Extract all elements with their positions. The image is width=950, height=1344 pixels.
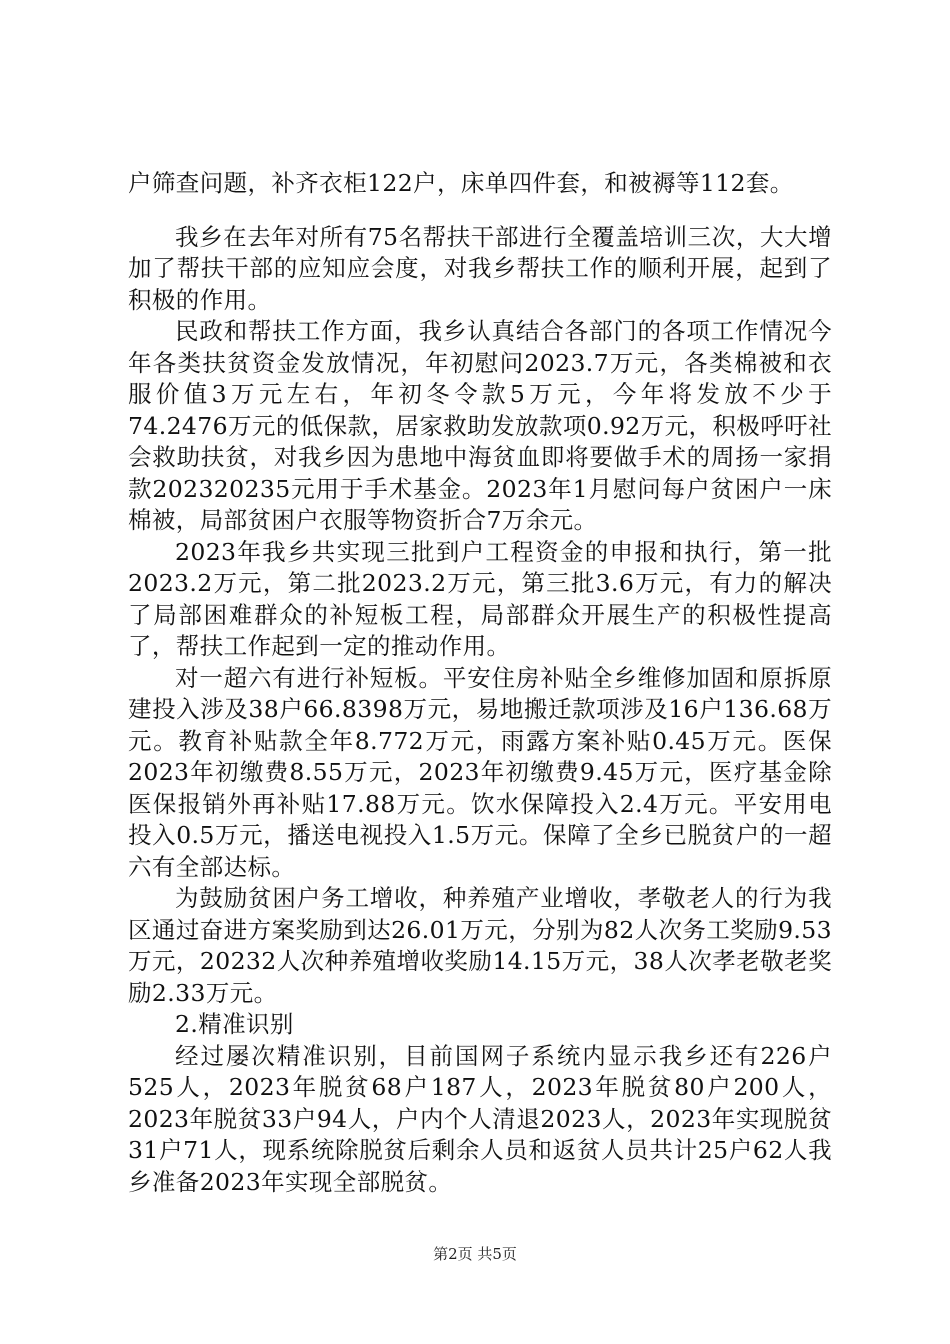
- paragraph-training: 我乡在去年对所有75名帮扶干部进行全覆盖培训三次，大大增加了帮扶干部的应知应会度，对我乡帮扶工作的顺利开展，起到了积极的作用。: [128, 222, 832, 314]
- paragraph-identification: 经过屡次精准识别，目前国网子系统内显示我乡还有226户525人，2023年脱贫68户187人，2023年脱贫80户200人，2023年脱贫33户94人，户内个人清退2023人，2023年实现脱贫31户71人，现系统除脱贫后剩余人员和返贫人员共计25户62人我乡准备2023年实现全部脱贫。: [128, 1041, 832, 1196]
- paragraph-project-funds: 2023年我乡共实现三批到户工程资金的申报和执行，第一批2023.2万元，第二批2023.2万元，第三批3.6万元，有力的解决了局部困难群众的补短板工程，局部群众开展生产的积极性提高了，帮扶工作起到一定的推动作用。: [128, 537, 832, 660]
- document-body: [128, 168, 832, 1198]
- paragraph-incentives: 为鼓励贫困户务工增收，种养殖产业增收，孝敬老人的行为我区通过奋进方案奖励到达26.01万元，分别为82人次务工奖励9.53万元，20232人次种养殖增收奖励14.15万元，38人次孝老敬老奖励2.33万元。: [128, 884, 832, 1007]
- paragraph-shortboard: 对一超六有进行补短板。平安住房补贴全乡维修加固和原拆原建投入涉及38户66.8398万元，易地搬迁款项涉及16户136.68万元。教育补贴款全年8.772万元，雨露方案补贴0.45万元。医保2023年初缴费8.55万元，2023年初缴费9.45万元，医疗基金除医保报销外再补贴17.88万元。饮水保障投入2.4万元。平安用电投入0.5万元，播送电视投入1.5万元。保障了全乡已脱贫户的一超六有全部达标。: [128, 663, 832, 881]
- page-number-footer: 第2页 共5页: [433, 1245, 517, 1263]
- section-heading-precise-identification: 2.精准识别: [175, 1010, 294, 1038]
- paragraph-continuation: 户筛查问题，补齐衣柜122户，床单四件套，和被褥等112套。: [128, 169, 794, 197]
- paragraph-civil-affairs: 民政和帮扶工作方面，我乡认真结合各部门的各项工作情况今年各类扶贫资金发放情况，年初慰问2023.7万元，各类棉被和衣服价值3万元左右，年初冬令款5万元，今年将发放不少于74.2476万元的低保款，居家救助发放款项0.92万元，积极呼吁社会救助扶贫，对我乡因为患地中海贫血即将要做手术的周扬一家捐款202320235元用于手术基金。2023年1月慰问每户贫困户一床棉被，局部贫困户衣服等物资折合7万余元。: [128, 317, 832, 534]
